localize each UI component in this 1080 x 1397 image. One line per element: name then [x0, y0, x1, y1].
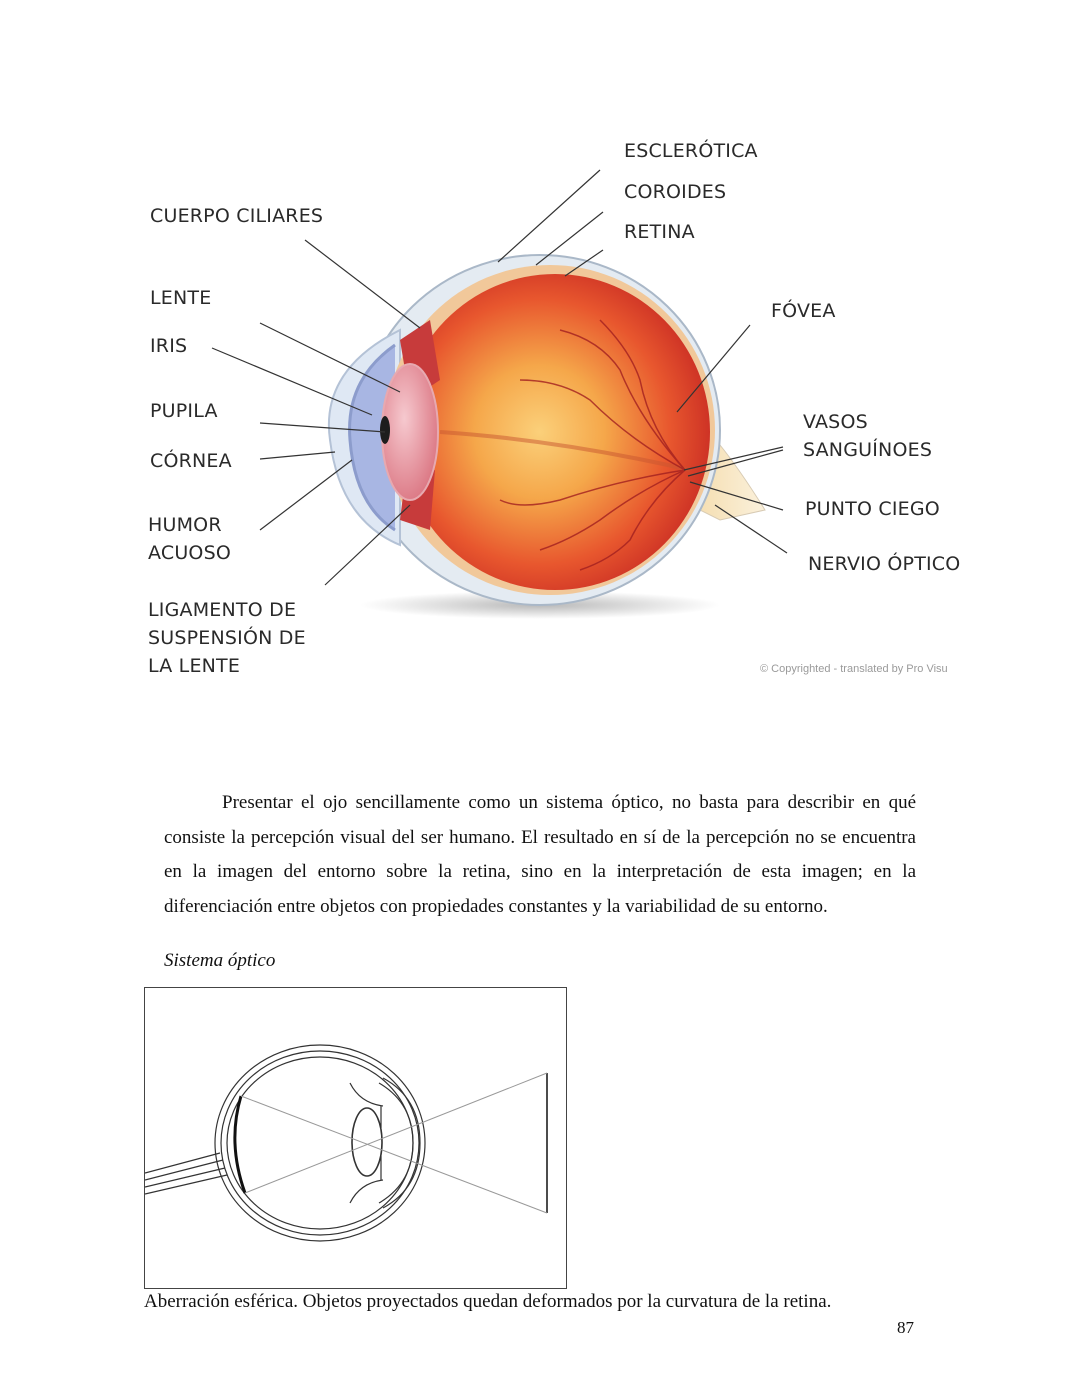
label-fovea: FÓVEA [771, 300, 836, 322]
label-nervio-optico: NERVIO ÓPTICO [808, 553, 961, 575]
label-pupila: PUPILA [150, 400, 218, 422]
spherical-aberration-diagram [145, 988, 565, 1287]
label-retina: RETINA [624, 221, 695, 243]
figure-caption: Aberración esférica. Objetos proyectados quedan deformados por la curvatura de la retina. [144, 1291, 832, 1312]
label-iris: IRIS [150, 335, 188, 357]
optical-system-figure [144, 987, 567, 1289]
label-ligamento-line1: LIGAMENTO DE [148, 599, 297, 621]
label-punto-ciego: PUNTO CIEGO [805, 498, 940, 520]
figure-title: Sistema óptico [164, 950, 276, 971]
label-humor-acuoso-line2: ACUOSO [148, 542, 232, 564]
label-ligamento-line2: SUSPENSIÓN DE [148, 627, 306, 649]
label-lente: LENTE [150, 287, 212, 309]
body-paragraph: Presentar el ojo sencillamente como un sistema óptico, no basta para describir en qué consiste la percepción visual del ser humano. El resultado en sí de la percepción no se encuentra en la imagen del entorno sobre la retina, sino en la interpretación de esta imagen; en la diferenciación entre objetos con propiedades constantes y la variabilidad de su entorno. [164, 792, 916, 917]
label-humor-acuoso-line1: HUMOR [148, 514, 222, 536]
label-cornea: CÓRNEA [150, 450, 232, 472]
label-vasos-line2: SANGUÍNOES [803, 439, 933, 461]
label-cuerpo-ciliares: CUERPO CILIARES [150, 205, 324, 227]
label-vasos-line1: VASOS [803, 411, 868, 433]
copyright-notice: © Copyrighted - translated by Pro Visu [760, 663, 948, 675]
label-ligamento-line3: LA LENTE [148, 655, 241, 677]
label-coroides: COROIDES [624, 181, 727, 203]
label-esclerotica: ESCLERÓTICA [624, 140, 758, 162]
page-number: 87 [897, 1318, 914, 1337]
